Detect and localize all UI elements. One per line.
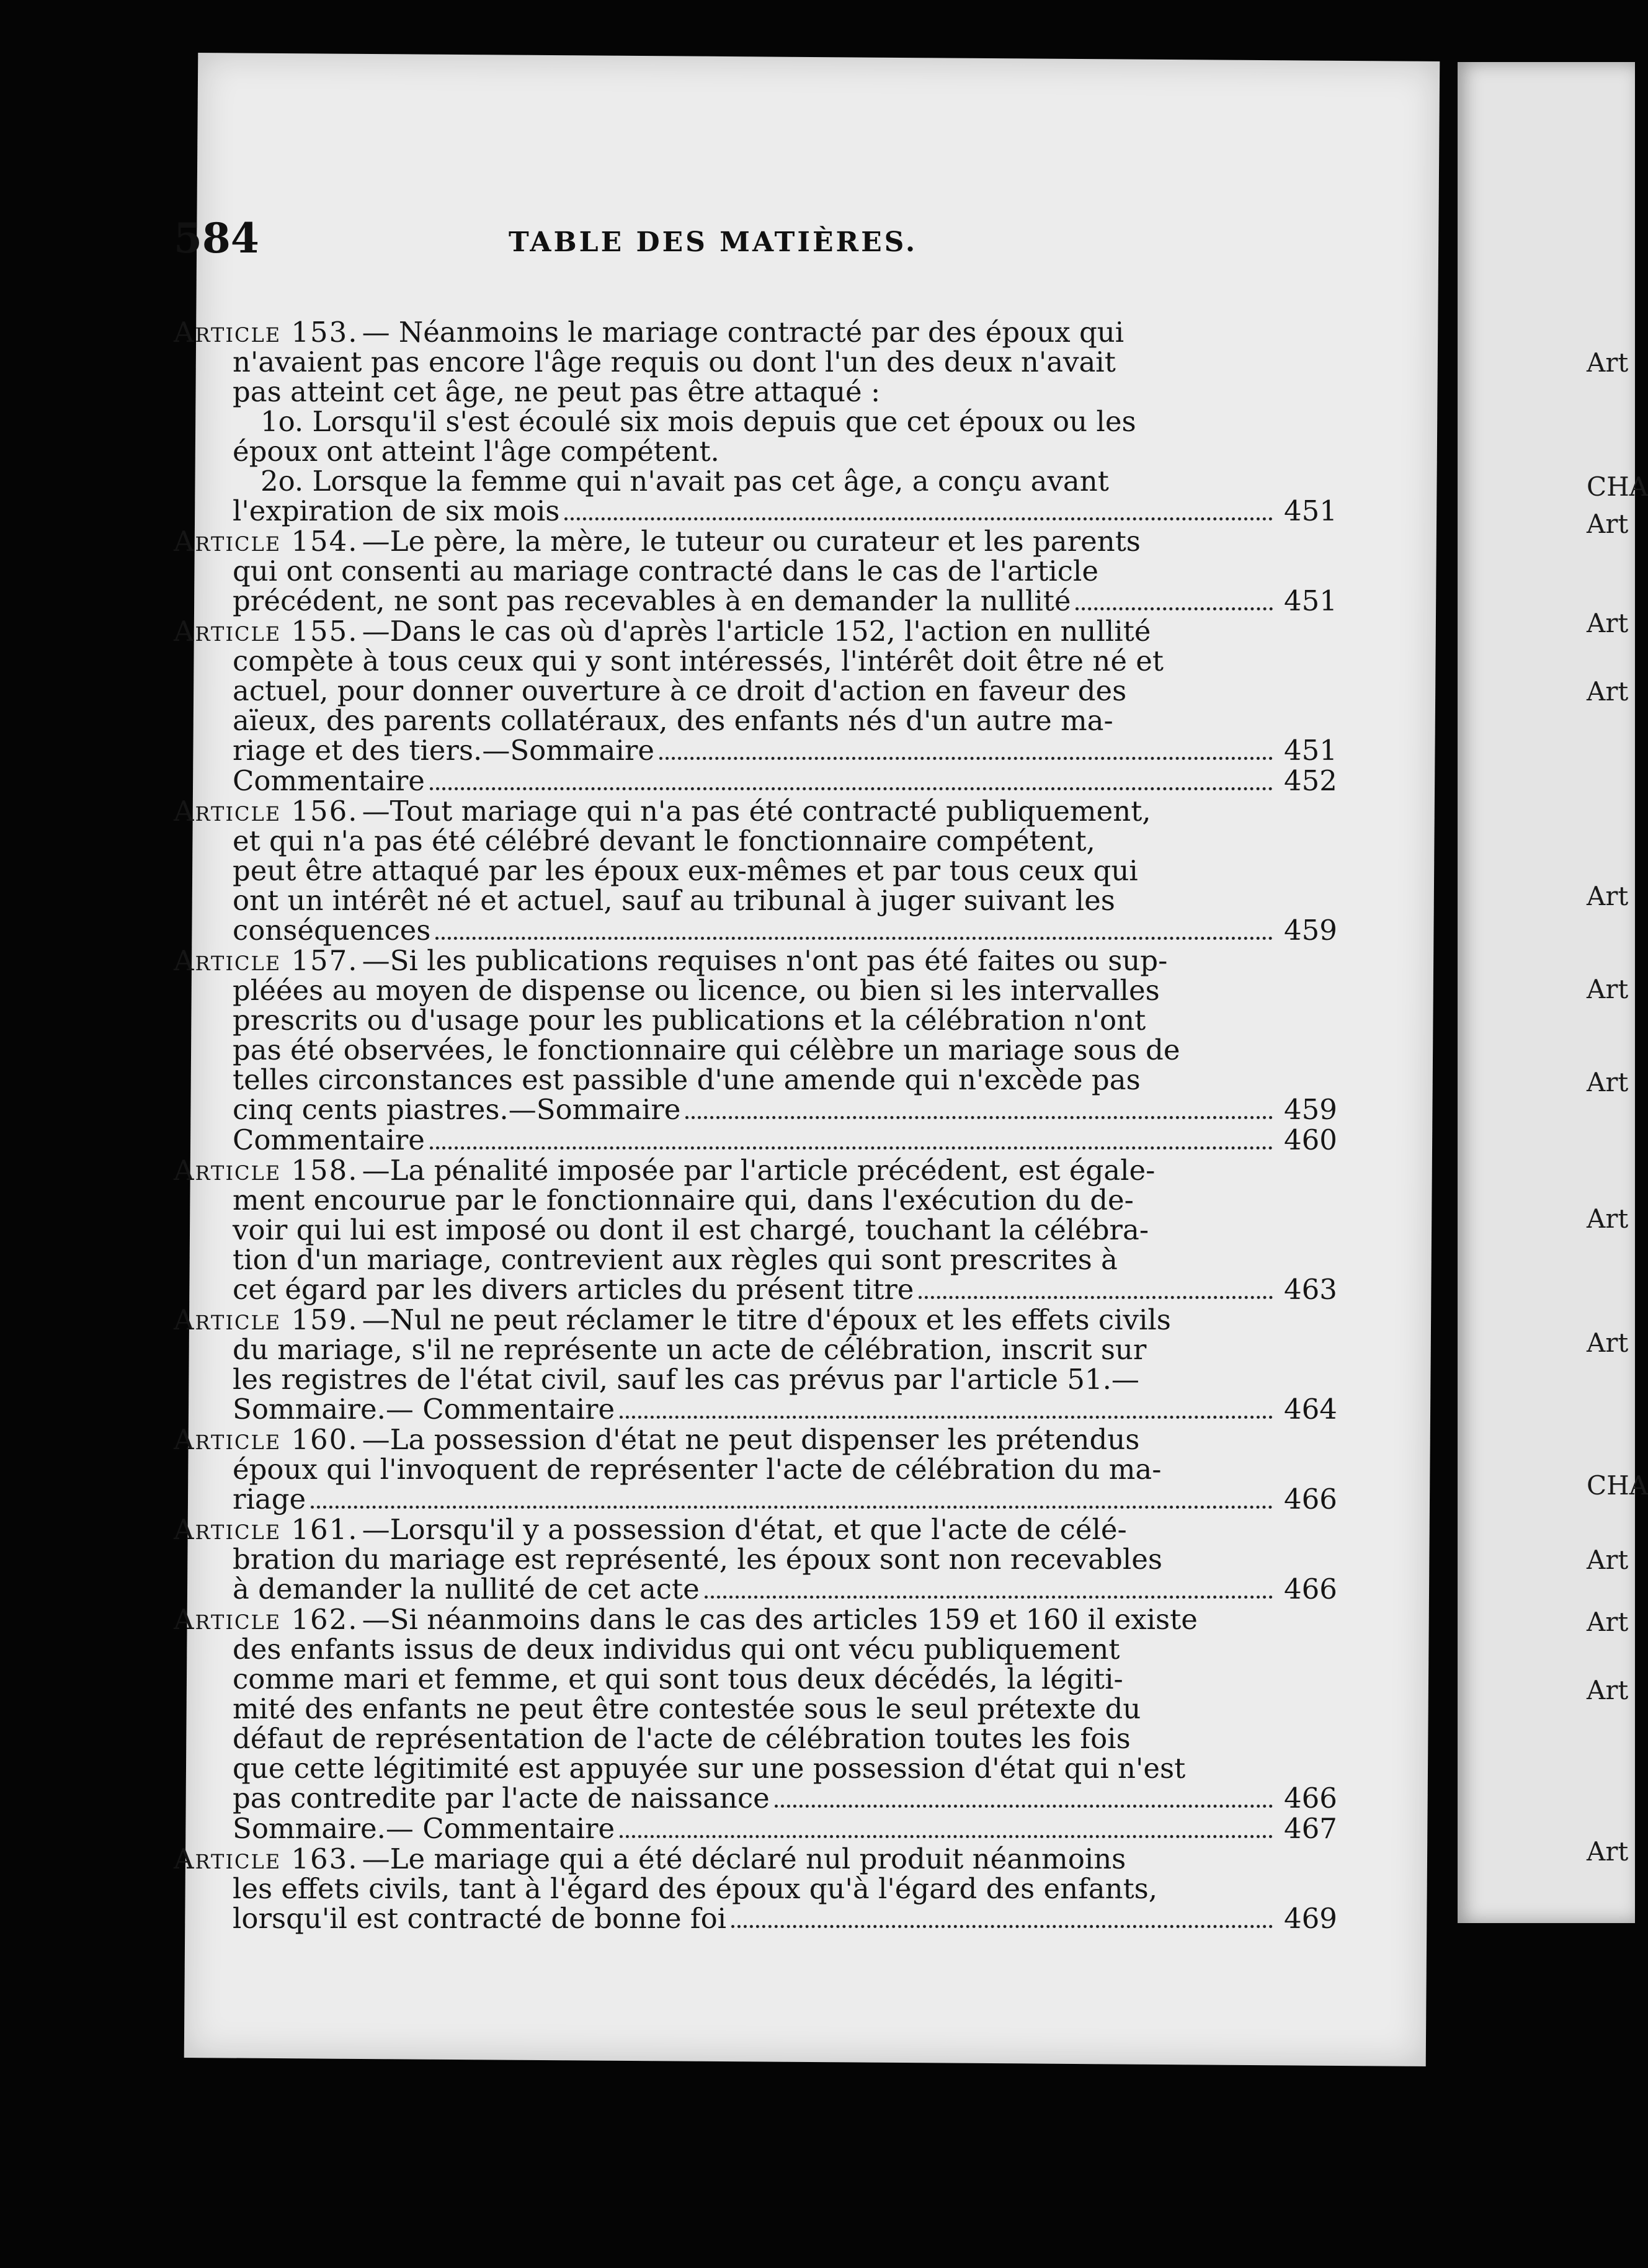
page-header — [174, 214, 1334, 270]
entry-text: des enfants issus de deux individus qui ont vécu publiquement — [233, 1633, 1120, 1666]
reference-text: à demander la nullité de cet acte — [233, 1573, 700, 1605]
entry-line — [174, 1065, 1340, 1095]
facing-fragment: Art — [1587, 1545, 1629, 1575]
entry-reference — [174, 1395, 1340, 1425]
page-reference: 463 — [1284, 1273, 1337, 1306]
entry-text: 1o. Lorsqu'il s'est écoulé six mois depuis que cet époux ou les — [261, 405, 1136, 438]
entry-text: —La pénalité imposée par l'article précédent, est égale- — [362, 1154, 1156, 1187]
entry-reference — [174, 1125, 1340, 1156]
entry-line — [174, 826, 1340, 856]
entry-text: aïeux, des parents collatéraux, des enfants nés d'un autre ma- — [233, 704, 1113, 737]
table-of-contents — [174, 318, 1340, 1934]
toc-entry — [174, 1425, 1340, 1515]
entry-line — [174, 1874, 1340, 1904]
entry-text: époux qui l'invoquent de représenter l'acte de célébration du ma- — [233, 1453, 1162, 1486]
reference-text: Sommaire.— Commentaire — [233, 1812, 615, 1845]
entry-text: —Dans le cas où d'après l'article 152, l'action en nullité — [362, 615, 1151, 648]
entry-reference — [174, 766, 1340, 797]
toc-entry — [174, 1305, 1340, 1425]
toc-entry — [174, 527, 1340, 617]
facing-fragment: Art — [1587, 1675, 1629, 1705]
entry-text: actuel, pour donner ouverture à ce droit d'action en faveur des — [233, 674, 1127, 707]
entry-line — [174, 1335, 1340, 1365]
reference-text: Commentaire — [233, 1123, 425, 1156]
entry-text: telles circonstances est passible d'une amende qui n'excède pas — [233, 1063, 1141, 1096]
entry-text: mité des enfants ne peut être contestée sous le seul prétexte du — [233, 1692, 1141, 1725]
reference-text: Sommaire.— Commentaire — [233, 1393, 615, 1426]
dot-leader — [685, 1116, 1273, 1119]
entry-text: les registres de l'état civil, sauf les cas prévus par l'article 51.— — [233, 1363, 1139, 1396]
dot-leader — [705, 1596, 1273, 1599]
reference-text: conséquences — [233, 914, 431, 947]
entry-line — [174, 1365, 1340, 1395]
entry-line — [174, 1425, 1340, 1455]
entry-line — [174, 1844, 1340, 1874]
entry-subline — [174, 467, 1340, 496]
entry-line — [174, 1245, 1340, 1275]
dot-leader — [430, 787, 1273, 790]
page-reference: 466 — [1284, 1782, 1337, 1815]
entry-line — [174, 1545, 1340, 1574]
entry-text: défaut de représentation de l'acte de célébration toutes les fois — [233, 1722, 1131, 1755]
entry-line — [174, 617, 1340, 646]
page-reference: 459 — [1284, 914, 1337, 947]
entry-line — [174, 556, 1340, 586]
entry-text: voir qui lui est imposé ou dont il est chargé, touchant la célébra- — [233, 1213, 1149, 1246]
facing-page — [1458, 62, 1648, 1923]
facing-fragment: CHA — [1587, 471, 1648, 502]
page-reference: 466 — [1284, 1573, 1337, 1605]
entry-text: pas été observées, le fonctionnaire qui célèbre un mariage sous de — [233, 1034, 1180, 1066]
entry-line — [174, 856, 1340, 886]
entry-text: du mariage, s'il ne représente un acte de célébration, inscrit sur — [233, 1333, 1147, 1366]
dot-leader — [564, 517, 1273, 520]
entry-text: que cette légitimité est appuyée sur une possession d'état qui n'est — [233, 1752, 1186, 1785]
entry-line — [174, 347, 1340, 377]
entry-text: bration du mariage est représenté, les époux sont non recevables — [233, 1543, 1162, 1576]
entry-line — [174, 1635, 1340, 1664]
entry-subline — [174, 437, 1340, 467]
facing-fragment: Art — [1587, 1067, 1629, 1097]
dot-leader — [435, 937, 1273, 940]
entry-line — [174, 946, 1340, 976]
entry-text: —Si néanmoins dans le cas des articles 159 et 160 il existe — [362, 1603, 1198, 1636]
entry-line — [174, 1605, 1340, 1635]
reference-text: cinq cents piastres.—Sommaire — [233, 1093, 681, 1126]
article-label: Article 160. — [174, 1423, 359, 1456]
entry-text: —Tout mariage qui n'a pas été contracté publiquement, — [362, 795, 1151, 828]
dot-leader — [311, 1506, 1273, 1509]
entry-line — [174, 1156, 1340, 1185]
entry-reference — [174, 1904, 1340, 1934]
reference-text: riage et des tiers.—Sommaire — [233, 734, 654, 767]
toc-entry — [174, 1515, 1340, 1605]
facing-fragment: Art — [1587, 347, 1629, 378]
facing-fragment: Art — [1587, 1203, 1629, 1234]
article-label: Article 161. — [174, 1513, 359, 1546]
toc-entry — [174, 797, 1340, 946]
entry-text: —Si les publications requises n'ont pas été faites ou sup- — [362, 944, 1168, 977]
page-reference: 460 — [1284, 1123, 1337, 1156]
reference-text: l'expiration de six mois — [233, 494, 560, 527]
entry-line — [174, 706, 1340, 736]
facing-fragment: Art — [1587, 676, 1629, 707]
page-reference: 464 — [1284, 1393, 1337, 1426]
entry-reference — [174, 916, 1340, 946]
entry-text: pas atteint cet âge, ne peut pas être attaqué : — [233, 375, 881, 408]
entry-text: — Néanmoins le mariage contracté par des époux qui — [362, 316, 1125, 349]
entry-line — [174, 1754, 1340, 1784]
reference-text: précédent, ne sont pas recevables à en demander la nullité — [233, 584, 1071, 617]
dot-leader — [919, 1296, 1273, 1299]
dot-leader — [620, 1835, 1273, 1838]
page-reference: 451 — [1284, 494, 1337, 527]
reference-text: riage — [233, 1483, 306, 1516]
dot-leader — [731, 1925, 1273, 1928]
entry-line — [174, 1035, 1340, 1065]
entry-text: ment encourue par le fonctionnaire qui, dans l'exécution du de- — [233, 1184, 1134, 1217]
entry-line — [174, 318, 1340, 347]
page-reference: 467 — [1284, 1812, 1337, 1845]
toc-entry — [174, 1156, 1340, 1305]
entry-text: —Nul ne peut réclamer le titre d'époux et les effets civils — [362, 1303, 1171, 1336]
entry-text: tion d'un mariage, contrevient aux règles qui sont prescrites à — [233, 1243, 1118, 1276]
entry-line — [174, 1215, 1340, 1245]
entry-reference — [174, 1484, 1340, 1515]
running-title: TABLE DES MATIÈRES. — [509, 226, 918, 258]
entry-reference — [174, 1275, 1340, 1305]
entry-line — [174, 1185, 1340, 1215]
entry-text: n'avaient pas encore l'âge requis ou dont l'un des deux n'avait — [233, 346, 1116, 378]
toc-entry — [174, 1605, 1340, 1844]
entry-reference — [174, 1784, 1340, 1814]
reference-text: cet égard par les divers articles du présent titre — [233, 1273, 914, 1306]
entry-line — [174, 377, 1340, 407]
facing-fragment: Art — [1587, 509, 1629, 539]
entry-text: prescrits ou d'usage pour les publications et la célébration n'ont — [233, 1004, 1146, 1037]
entry-text: et qui n'a pas été célébré devant le fonctionnaire compétent, — [233, 824, 1095, 857]
page-number: 584 — [174, 214, 259, 262]
article-label: Article 154. — [174, 525, 359, 558]
page-reference: 466 — [1284, 1483, 1337, 1516]
entry-text: compète à tous ceux qui y sont intéressés, l'intérêt doit être né et — [233, 645, 1164, 677]
entry-line — [174, 527, 1340, 556]
dot-leader — [775, 1805, 1273, 1808]
entry-text: comme mari et femme, et qui sont tous deux décédés, la légiti- — [233, 1663, 1123, 1695]
entry-line — [174, 676, 1340, 706]
entry-reference — [174, 496, 1340, 527]
entry-text: —Le père, la mère, le tuteur ou curateur et les parents — [362, 525, 1141, 558]
entry-text: 2o. Lorsque la femme qui n'avait pas cet âge, a conçu avant — [261, 465, 1109, 498]
facing-fragment: Art — [1587, 1607, 1629, 1637]
entry-text: époux ont atteint l'âge compétent. — [233, 435, 719, 468]
reference-text: Commentaire — [233, 764, 425, 797]
toc-entry — [174, 1844, 1340, 1934]
entry-reference — [174, 586, 1340, 617]
facing-fragment: Art — [1587, 974, 1629, 1004]
page-reference: 452 — [1284, 764, 1337, 797]
dot-leader — [430, 1146, 1273, 1150]
entry-line — [174, 976, 1340, 1006]
toc-entry — [174, 946, 1340, 1156]
article-label: Article 153. — [174, 316, 359, 349]
reference-text: pas contredite par l'acte de naissance — [233, 1782, 770, 1815]
entry-text: peut être attaqué par les époux eux-mêmes et par tous ceux qui — [233, 854, 1138, 887]
entry-text: les effets civils, tant à l'égard des époux qu'à l'égard des enfants, — [233, 1872, 1158, 1905]
article-label: Article 163. — [174, 1842, 359, 1875]
facing-fragment: Art — [1587, 608, 1629, 638]
entry-line — [174, 1455, 1340, 1484]
entry-reference — [174, 1095, 1340, 1125]
page-reference: 469 — [1284, 1902, 1337, 1935]
reference-text: lorsqu'il est contracté de bonne foi — [233, 1902, 727, 1935]
article-label: Article 162. — [174, 1603, 359, 1636]
entry-line — [174, 646, 1340, 676]
entry-line — [174, 1664, 1340, 1694]
entry-line — [174, 886, 1340, 916]
dot-leader — [620, 1416, 1273, 1419]
entry-reference — [174, 736, 1340, 766]
toc-entry — [174, 318, 1340, 527]
article-label: Article 158. — [174, 1154, 359, 1187]
page-reference: 459 — [1284, 1093, 1337, 1126]
entry-line — [174, 1694, 1340, 1724]
page-reference: 451 — [1284, 584, 1337, 617]
entry-text: —Lorsqu'il y a possession d'état, et que l'acte de célé- — [362, 1513, 1127, 1546]
toc-entry — [174, 617, 1340, 797]
entry-text: —Le mariage qui a été déclaré nul produit néanmoins — [362, 1842, 1126, 1875]
entry-text: qui ont consenti au mariage contracté dans le cas de l'article — [233, 555, 1099, 587]
entry-line — [174, 1305, 1340, 1335]
dot-leader — [1076, 607, 1273, 610]
facing-fragment: CHA — [1587, 1470, 1648, 1501]
entry-text: ont un intérêt né et actuel, sauf au tribunal à juger suivant les — [233, 884, 1115, 917]
facing-fragment: Art — [1587, 881, 1629, 911]
entry-line — [174, 1515, 1340, 1545]
page-reference: 451 — [1284, 734, 1337, 767]
entry-subline — [174, 407, 1340, 437]
entry-line — [174, 1724, 1340, 1754]
entry-line — [174, 797, 1340, 826]
article-label: Article 155. — [174, 615, 359, 648]
article-label: Article 159. — [174, 1303, 359, 1336]
entry-text: pléées au moyen de dispense ou licence, ou bien si les intervalles — [233, 974, 1160, 1007]
article-label: Article 156. — [174, 795, 359, 828]
facing-fragment: Art — [1587, 1328, 1629, 1358]
dot-leader — [659, 757, 1273, 760]
entry-reference — [174, 1574, 1340, 1605]
article-label: Article 157. — [174, 944, 359, 977]
facing-fragment: Art — [1587, 1836, 1629, 1867]
entry-line — [174, 1006, 1340, 1035]
entry-reference — [174, 1814, 1340, 1844]
entry-text: —La possession d'état ne peut dispenser les prétendus — [362, 1423, 1140, 1456]
